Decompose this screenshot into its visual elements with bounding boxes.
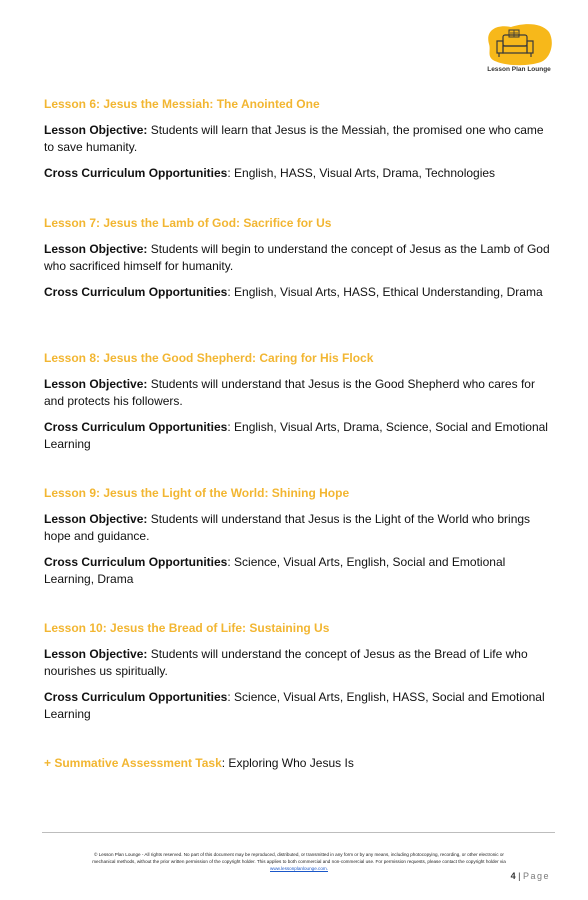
lesson-block — [44, 350, 554, 452]
objective-label: Lesson Objective: — [44, 512, 148, 526]
logo — [483, 22, 555, 78]
objective-label: Lesson Objective: — [44, 123, 148, 137]
summative-label: + Summative Assessment Task — [44, 756, 222, 770]
page-separator: | — [515, 871, 523, 881]
cross-curriculum — [44, 165, 554, 182]
cross-label: Cross Curriculum Opportunities — [44, 690, 228, 704]
lesson-objective — [44, 376, 554, 409]
objective-label: Lesson Objective: — [44, 647, 148, 661]
lesson-objective — [44, 241, 554, 274]
cross-text: : English, Visual Arts, Drama, Science, Social and Emotional Learning — [44, 420, 548, 451]
lesson-objective — [44, 122, 554, 155]
lesson-block — [44, 620, 554, 722]
objective-text: Students will understand that Jesus is the Good Shepherd who cares for and protects his followers. — [44, 377, 535, 408]
cross-curriculum — [44, 284, 554, 301]
summative-assessment — [44, 755, 354, 771]
page-number-value: 4 — [510, 871, 516, 881]
lesson-title: Lesson 7: Jesus the Lamb of God: Sacrifice for Us — [44, 216, 332, 230]
cross-label: Cross Curriculum Opportunities — [44, 285, 228, 299]
objective-label: Lesson Objective: — [44, 242, 148, 256]
lesson-title: Lesson 9: Jesus the Light of the World: Shining Hope — [44, 486, 350, 500]
footer-line-1: © Lesson Plan Lounge - All rights reserved. No part of this document may be reproduced, distributed, or transmitted in any form or by any means, including photocopying, recording, or other electronic or — [94, 852, 504, 857]
lesson-title: Lesson 8: Jesus the Good Shepherd: Caring for His Flock — [44, 351, 374, 365]
cross-text: : English, HASS, Visual Arts, Drama, Technologies — [227, 166, 496, 180]
lesson-objective — [44, 511, 554, 544]
objective-text: Students will begin to understand the concept of Jesus as the Lamb of God who sacrificed himself for humanity. — [44, 242, 550, 273]
cross-text: : English, Visual Arts, HASS, Ethical Understanding, Drama — [227, 285, 543, 299]
cross-curriculum — [44, 689, 554, 722]
page-number — [511, 871, 550, 881]
footer-divider — [42, 832, 555, 833]
cross-text: : Science, Visual Arts, English, Social and Emotional Learning, Drama — [44, 555, 506, 586]
logo-text: Lesson Plan Lounge — [487, 66, 551, 73]
footer-website-link[interactable]: www.lessonplanlounge.com. — [270, 866, 328, 871]
cross-label: Cross Curriculum Opportunities — [44, 166, 228, 180]
objective-label: Lesson Objective: — [44, 377, 148, 391]
summative-text: : Exploring Who Jesus Is — [221, 756, 354, 770]
objective-text: Students will understand the concept of Jesus as the Bread of Life who nourishes us spiritually. — [44, 647, 528, 678]
lesson-block — [44, 485, 554, 587]
cross-text: : Science, Visual Arts, English, HASS, Social and Emotional Learning — [44, 690, 545, 721]
objective-text: Students will understand that Jesus is the Light of the World who brings hope and guidance. — [44, 512, 531, 543]
lesson-block — [44, 215, 554, 301]
footer-copyright — [44, 851, 554, 865]
lesson-objective — [44, 646, 554, 679]
cross-curriculum — [44, 554, 554, 587]
lesson-block — [44, 96, 554, 182]
lesson-title: Lesson 10: Jesus the Bread of Life: Sustaining Us — [44, 621, 330, 635]
objective-text: Students will learn that Jesus is the Messiah, the promised one who came to save humanity. — [44, 123, 544, 154]
sofa-icon — [483, 22, 555, 66]
cross-curriculum — [44, 419, 554, 452]
lesson-title: Lesson 6: Jesus the Messiah: The Anointed One — [44, 97, 320, 111]
cross-label: Cross Curriculum Opportunities — [44, 555, 228, 569]
cross-label: Cross Curriculum Opportunities — [44, 420, 228, 434]
page-word: Page — [522, 871, 550, 881]
footer-line-2: mechanical methods, without the prior written permission of the copyright holder. This applies to both commercial and non-commercial use. For permission requests, please contact the copyright holder via — [92, 859, 506, 864]
